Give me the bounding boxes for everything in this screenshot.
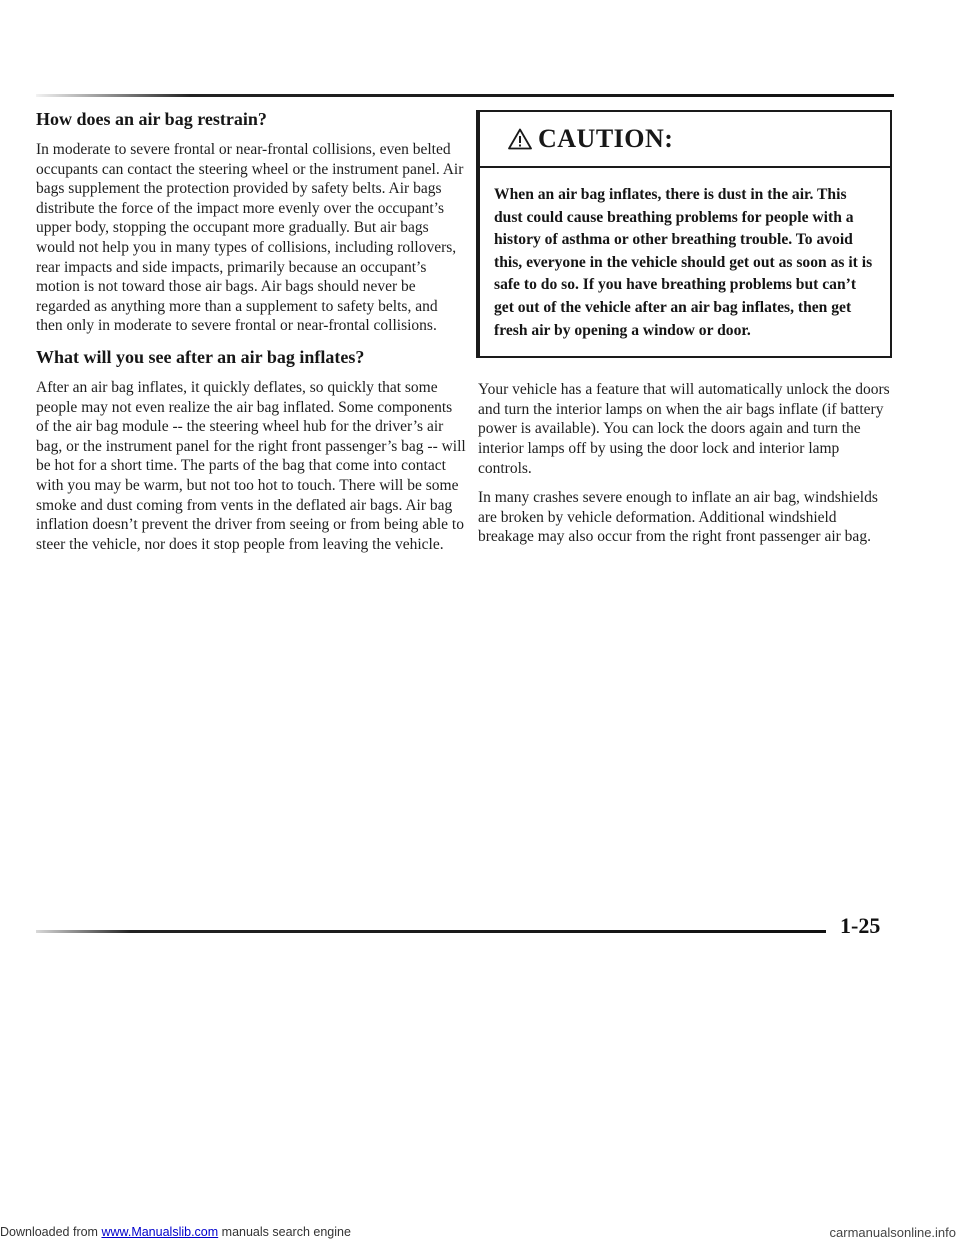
paragraph-after-inflation: After an air bag inflates, it quickly deflates, so quickly that some people may not even realize the air bag inflated. Some components of the air bag module -- the steering wheel hub for the driver’s air bag, or the instrument panel for the right front passenger’s bag -- will be hot for a short time. The parts of the bag that come into contact with you may be warm, but not too hot to touch. There will be some smoke and dust coming from vents in the deflated air bags. Air bag inflation doesn’t prevent the driver from seeing or from being able to steer the vehicle, nor does it stop people from leaving the vehicle. — [36, 378, 466, 553]
heading-after-inflation: What will you see after an air bag inflates? — [36, 346, 365, 367]
caution-text: When an air bag inflates, there is dust in the air. This dust could cause breathing problems for people with a history of asthma or other breathing trouble. To avoid this, everyone in the vehicle should get out as soon as it is safe to do so. If you have breathing problems but can’t get out of the vehicle after an air bag inflates, then get fresh air by opening a window or door. — [494, 186, 873, 339]
download-footer — [0, 1222, 960, 1242]
manualslib-link[interactable]: www.Manualslib.com — [101, 1225, 219, 1239]
top-rule — [36, 94, 894, 97]
bottom-rule — [36, 930, 826, 933]
footer-prefix: Downloaded from — [0, 1225, 98, 1239]
footer-watermark: carmanualsonline.info — [829, 1224, 956, 1240]
footer-attribution — [0, 1225, 351, 1239]
caution-title: CAUTION: — [538, 124, 674, 153]
footer-suffix: manuals search engine — [221, 1225, 351, 1239]
paragraph-air-bag-restrain: In moderate to severe frontal or near-frontal collisions, even belted occupants can contact the steering wheel or the instrument panel. Air bags supplement the protection provided by safety belts. Air bags distribute the force of the impact more evenly over the occupant’s upper body, stopping the occupant more gradually. But air bags would not help you in many types of collisions, including rollovers, rear impacts and side impacts, primarily because an occupant’s motion is not toward those air bags. Air bags should never be regarded as anything more than a supplement to safety belts, and then only in moderate to severe frontal or near-frontal collisions. — [36, 141, 464, 335]
left-column — [36, 108, 466, 564]
paragraph-windshield: In many crashes severe enough to inflate an air bag, windshields are broken by vehicle deformation. Additional windshield breakage may also occur from the right front passenger air bag. — [478, 489, 878, 546]
page-number: 1-25 — [840, 913, 881, 938]
caution-header — [480, 112, 890, 168]
warning-triangle-icon — [508, 128, 532, 150]
right-column — [478, 108, 894, 557]
paragraph-auto-unlock: Your vehicle has a feature that will automatically unlock the doors and turn the interior lamps on when the air bags inflate (if battery power is available). You can lock the doors again and turn the interior lamps off by using the door lock and interior lamp controls. — [478, 381, 890, 477]
caution-box — [478, 110, 892, 358]
heading-air-bag-restrain: How does an air bag restrain? — [36, 109, 267, 129]
